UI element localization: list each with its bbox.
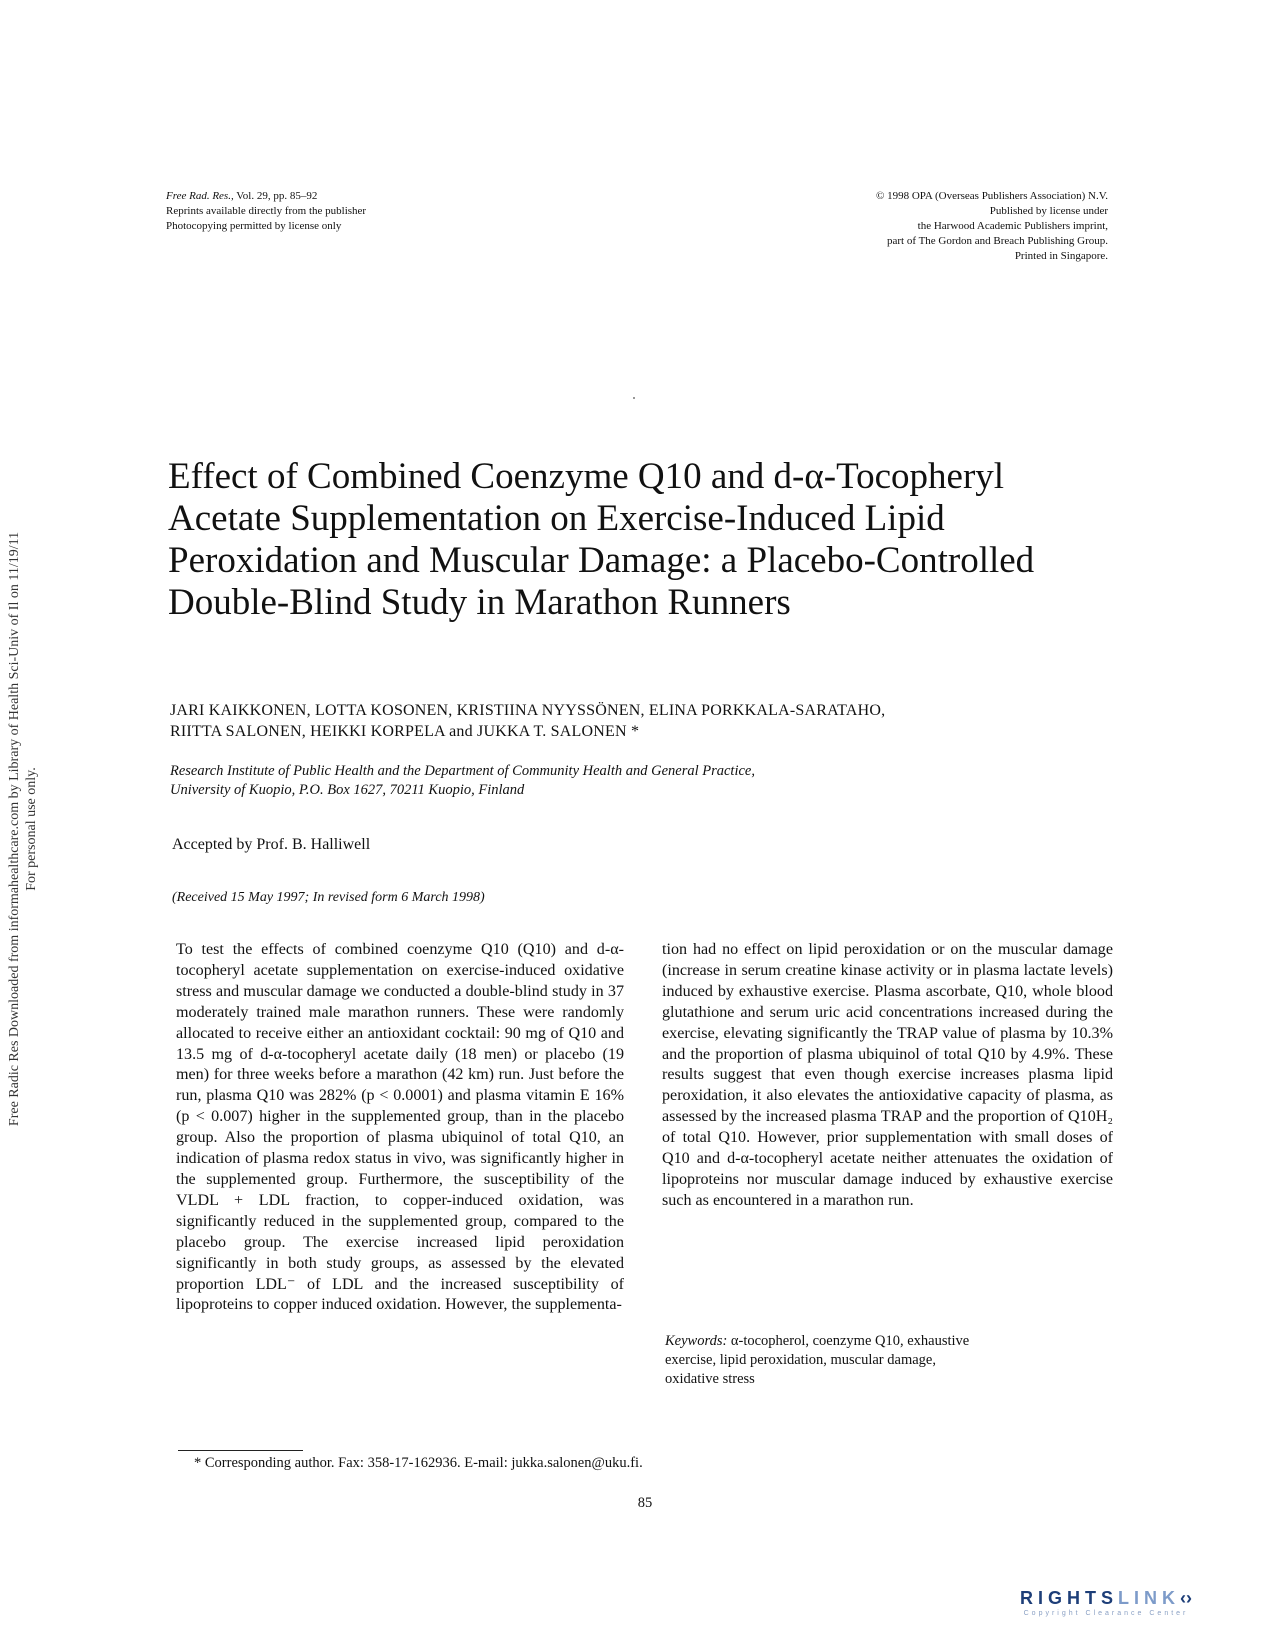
page-number: 85: [637, 1495, 653, 1511]
keywords: [665, 1332, 1065, 1389]
rightslink-word-light: LINK: [1118, 1588, 1181, 1608]
journal-volume-pages: Vol. 29, pp. 85–92: [233, 190, 318, 202]
publisher-line: Printed in Singapore.: [1014, 250, 1108, 262]
corresponding-author-footnote: * Corresponding author. Fax: 358-17-162936. E-mail: jukka.salonen@uku.fi.: [194, 1455, 643, 1471]
download-stamp-line2: For personal use only.: [24, 767, 39, 891]
affiliation-line: University of Kuopio, P.O. Box 1627, 70211 Kuopio, Finland: [170, 782, 525, 798]
publisher-line: Published by license under: [989, 205, 1108, 217]
keywords-line: α-tocopherol, coenzyme Q10, exhaustive: [727, 1333, 970, 1349]
keywords-line: exercise, lipid peroxidation, muscular damage,: [665, 1352, 936, 1368]
rightslink-arrow-icon: ‹›: [1180, 1588, 1193, 1608]
reprints-note: Reprints available directly from the publisher: [166, 205, 367, 217]
received-dates: (Received 15 May 1997; In revised form 6 March 1998): [172, 890, 485, 905]
affiliation-line: Research Institute of Public Health and the Department of Community Health and General Practice,: [170, 763, 755, 779]
rightslink-subtitle: Copyright Clearance Center: [1023, 1610, 1189, 1617]
download-stamp-line1: Free Radic Res Downloaded from informahealthcare.com by Library of Health Sci-Univ of Il on 11/19/11: [7, 531, 22, 1127]
abstract-right-column: tion had no effect on lipid peroxidation or on the muscular damage (increase in serum creatine kinase activity or in plasma lactate levels) induced by exhaustive exercise. Plasma ascorbate, Q10, whole blood glutathione and serum uric acid concentrations increased during the exercise, elevating significantly the TRAP value of plasma by 10.3% and the proportion of plasma ubiquinol of total Q10 by 4.9%. These results suggest that even though exercise increases plasma lipid peroxidation, it also elevates the antioxidative capacity of plasma, as assessed by the increased plasma TRAP and the proportion of Q10H₂ of total Q10. However, prior supplementation with small doses of Q10 and d-α-tocopheryl acetate neither attenuates the oxidation of lipoproteins nor muscular damage induced by exhaustive exercise such as encountered in a marathon run.: [662, 941, 1113, 1209]
affiliation: [170, 762, 970, 800]
scan-speck: [633, 397, 635, 399]
accepted-by: Accepted by Prof. B. Halliwell: [172, 836, 371, 853]
publisher-line: the Harwood Academic Publishers imprint,: [917, 220, 1108, 232]
journal-name: Free Rad. Res.,: [166, 190, 234, 202]
publisher-line: © 1998 OPA (Overseas Publishers Association) N.V.: [875, 190, 1108, 202]
keywords-line: oxidative stress: [665, 1371, 755, 1387]
authors-line: JARI KAIKKONEN, LOTTA KOSONEN, KRISTIINA NYYSSÖNEN, ELINA PORKKALA-SARATAHO,: [170, 702, 886, 719]
rightslink-word-dark: RIGHTS: [1020, 1588, 1119, 1608]
photocopying-note: Photocopying permitted by license only: [166, 220, 342, 232]
journal-info: [166, 189, 366, 234]
publisher-info: [760, 189, 1108, 264]
publisher-line: part of The Gordon and Breach Publishing Group.: [887, 235, 1108, 247]
article-title: Effect of Combined Coenzyme Q10 and d-α-Tocopheryl Acetate Supplementation on Exercise-Induced Lipid Peroxidation and Muscular Damage: a Placebo-Controlled Double-Blind Study in Marathon Runners: [168, 456, 1035, 623]
author-list: [170, 700, 1070, 742]
download-stamp: [6, 429, 40, 1229]
abstract-left-column: To test the effects of combined coenzyme Q10 (Q10) and d-α-tocopheryl acetate supplementation on exercise-induced oxidative stress and muscular damage we conducted a double-blind study in 37 moderately trained male marathon runners. These were randomly allocated to receive either an antioxidant cocktail: 90 mg of Q10 and 13.5 mg of d-α-tocopheryl acetate daily (18 men) or placebo (19 men) for three weeks before a marathon (42 km) run. Just before the run, plasma Q10 was 282% (p < 0.0001) and plasma vitamin E 16% (p < 0.007) higher in the supplemented group, than in the placebo group. Also the proportion of plasma ubiquinol of total Q10, an indication of plasma redox status in vivo, was significantly higher in the supplemented group. Furthermore, the susceptibility of the VLDL + LDL fraction, to copper-induced oxidation, was significantly reduced in the supplemented group, compared to the placebo group. The exercise increased lipid peroxidation significantly in both study groups, as assessed by the elevated proportion LDL⁻ of LDL and the increased susceptibility of lipoproteins to copper induced oxidation. However, the supplementa-: [176, 941, 624, 1314]
footnote-divider: [178, 1450, 303, 1451]
authors-line: RIITTA SALONEN, HEIKKI KORPELA and JUKKA T. SALONEN *: [170, 723, 640, 740]
rightslink-logo: [1020, 1588, 1192, 1617]
keywords-label: Keywords:: [665, 1333, 728, 1349]
